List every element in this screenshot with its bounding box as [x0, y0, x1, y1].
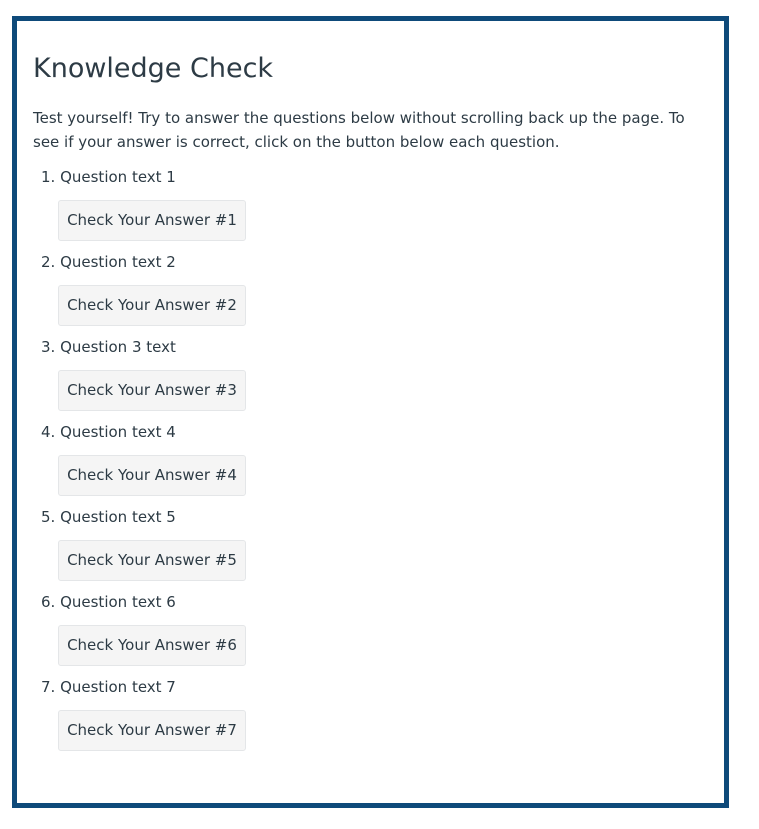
check-answer-button-7[interactable]: Check Your Answer #7	[58, 710, 246, 751]
check-answer-button-6[interactable]: Check Your Answer #6	[58, 625, 246, 666]
knowledge-check-panel	[12, 16, 729, 808]
page-title: Knowledge Check	[33, 53, 274, 84]
check-answer-button-4[interactable]: Check Your Answer #4	[58, 455, 246, 496]
question-text-3: 3. Question 3 text	[41, 338, 176, 356]
question-text-2: 2. Question text 2	[41, 253, 176, 271]
knowledge-check-content	[17, 21, 724, 751]
question-item-4	[33, 423, 708, 496]
intro-text: Test yourself! Try to answer the questions below without scrolling back up the page. To see if your answer is correct, click on the button below each question.	[33, 109, 685, 151]
question-text-6: 6. Question text 6	[41, 593, 176, 611]
question-item-2	[33, 253, 708, 326]
check-answer-button-1[interactable]: Check Your Answer #1	[58, 200, 246, 241]
question-text-1: 1. Question text 1	[41, 168, 176, 186]
question-item-7	[33, 678, 708, 751]
check-answer-button-3[interactable]: Check Your Answer #3	[58, 370, 246, 411]
check-answer-button-5[interactable]: Check Your Answer #5	[58, 540, 246, 581]
question-text-7: 7. Question text 7	[41, 678, 176, 696]
question-item-1	[33, 168, 708, 241]
question-text-4: 4. Question text 4	[41, 423, 176, 441]
question-list	[33, 168, 708, 751]
question-item-5	[33, 508, 708, 581]
check-answer-button-2[interactable]: Check Your Answer #2	[58, 285, 246, 326]
question-text-5: 5. Question text 5	[41, 508, 176, 526]
question-item-3	[33, 338, 708, 411]
question-item-6	[33, 593, 708, 666]
